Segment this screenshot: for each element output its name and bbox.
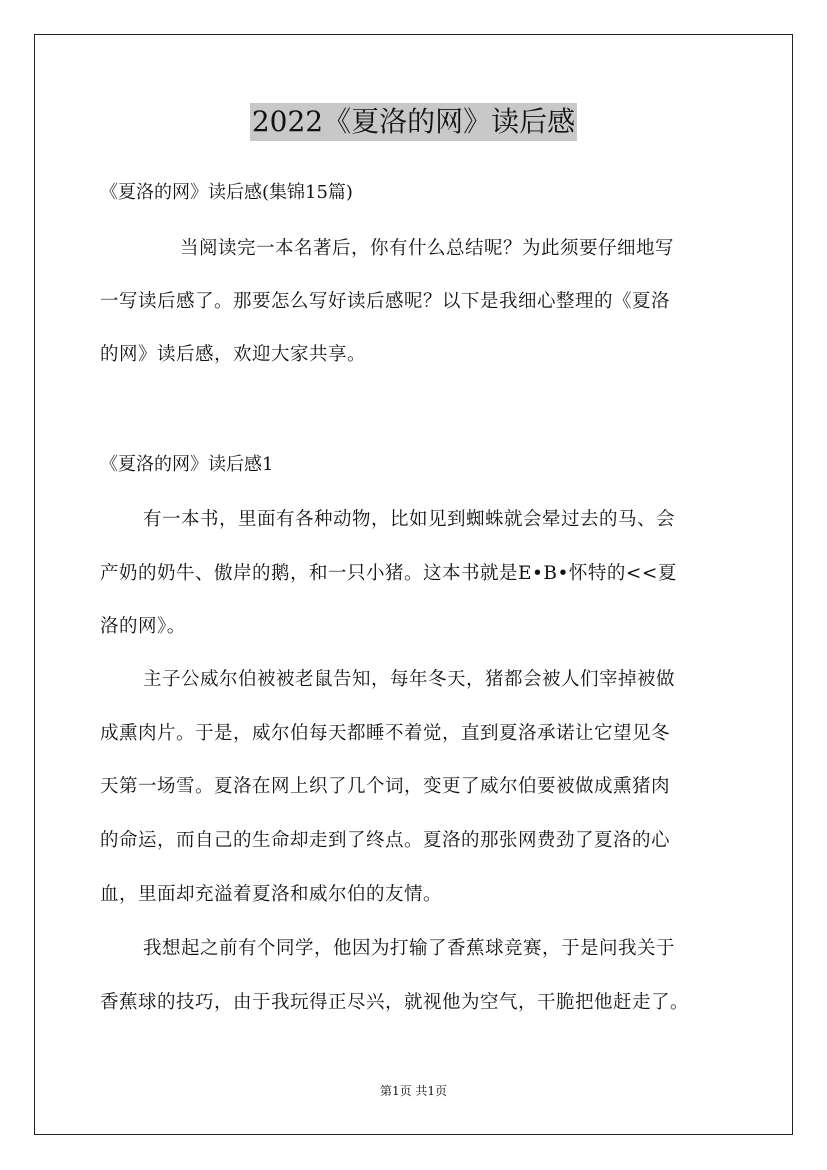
body-line: 香蕉球的技巧，由于我玩得正尽兴，就视他为空气，干脆把他赶走了。: [100, 992, 690, 1013]
section-heading: 《夏洛的网》读后感1: [100, 454, 274, 475]
intro-line: 当阅读完一本名著后，你有什么总结呢？为此须要仔细地写: [180, 238, 675, 259]
body-line: 我想起之前有个同学，他因为打输了香蕉球竞赛，于是问我关于: [143, 938, 676, 959]
document-title: 2022《夏洛的网》读后感: [250, 103, 577, 141]
intro-line: 一写读后感了。那要怎么写好读后感呢？以下是我细心整理的《夏洛: [100, 291, 671, 312]
body-line: 主子公威尔伯被被老鼠告知，每年冬天，猪都会被人们宰掉被做: [143, 669, 676, 690]
body-line: 洛的网》。: [100, 616, 186, 637]
body-line: 血，里面却充溢着夏洛和威尔伯的友情。: [100, 884, 443, 905]
document-subtitle: 《夏洛的网》读后感(集锦15篇): [100, 182, 353, 203]
page-footer: 第1页 共1页: [379, 1084, 448, 1098]
body-line: 的命运，而自己的生命却走到了终点。夏洛的那张网费劲了夏洛的心: [100, 830, 671, 851]
body-line: 天第一场雪。夏洛在网上织了几个词，变更了威尔伯要被做成熏猪肉: [100, 776, 671, 797]
body-line: 产奶的奶牛、傲岸的鹅，和一只小猪。这本书就是E•B•怀特的<<夏: [100, 563, 677, 584]
body-line: 有一本书，里面有各种动物，比如见到蜘蛛就会晕过去的马、会: [143, 509, 676, 530]
title-wrap: [0, 103, 827, 141]
body-line: 成熏肉片。于是，威尔伯每天都睡不着觉，直到夏洛承诺让它望见冬: [100, 723, 671, 744]
intro-line: 的网》读后感，欢迎大家共享。: [100, 344, 367, 365]
